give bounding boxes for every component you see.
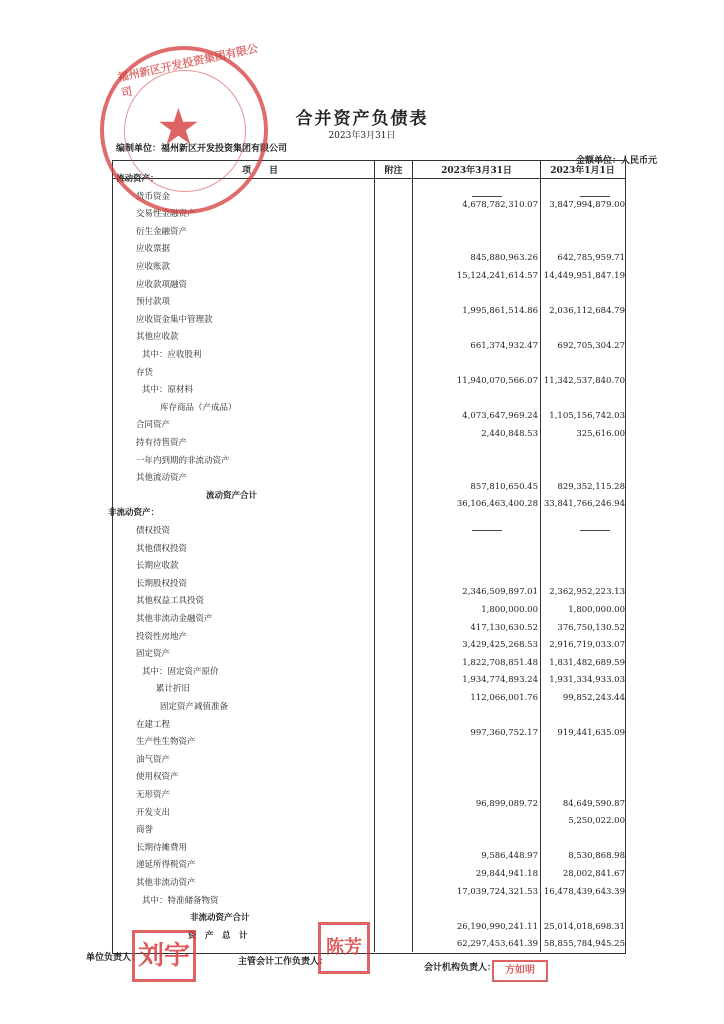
- header-note: 附注: [384, 166, 403, 176]
- row-label: 衍生金融资产: [136, 226, 188, 237]
- row-label: 长期应收款: [136, 561, 179, 572]
- value-2023-01-01: 14,449,951,847.19: [543, 270, 625, 281]
- row-label: 流动资产：: [116, 174, 159, 184]
- value-2023-01-01: 84,649,590.87: [562, 798, 625, 809]
- col-divider-c1: [412, 160, 413, 952]
- value-2023-01-01: 8,530,868.98: [568, 851, 625, 862]
- row-label: 应收款项融资: [136, 279, 188, 290]
- header-item: 项 目: [241, 166, 278, 176]
- value-2023-03-31: 1,934,774,893.24: [462, 675, 538, 686]
- row-label: 资 产 总 计: [188, 930, 248, 941]
- value-2023-01-01: 11,342,537,840.70: [543, 376, 625, 387]
- row-label: 递延所得税资产: [136, 860, 196, 871]
- row-label: 在建工程: [136, 719, 171, 730]
- compiler-unit: 编制单位：福州新区开发投资集团有限公司: [116, 144, 288, 154]
- row-label: 其中：应收股利: [142, 350, 202, 360]
- row-label: 长期股权投资: [136, 578, 188, 589]
- row-label: 固定资产: [136, 649, 171, 660]
- row-label: 其他非流动金融资产: [136, 614, 213, 624]
- row-label: 应收票据: [136, 244, 171, 255]
- value-2023-03-31: 29,844,941.18: [475, 869, 538, 879]
- row-label: 油气资产: [136, 754, 171, 765]
- value-2023-01-01: 2,036,112,684.79: [549, 305, 625, 316]
- report-date: 2023年3月31日: [328, 131, 396, 141]
- currency-unit: 金额单位：人民币元: [576, 156, 658, 166]
- value-2023-03-31: 62,297,453,641.39: [456, 939, 538, 950]
- value-2023-01-01: 829,352,115.28: [557, 481, 625, 492]
- row-label: 其他应收款: [136, 332, 179, 343]
- row-label: 开发支出: [136, 807, 171, 818]
- value-2023-03-31: 15,124,241,614.57: [456, 270, 538, 281]
- seal-head: 刘宇: [132, 930, 196, 982]
- value-2023-03-31: 1,800,000.00: [481, 605, 538, 615]
- stamp-text: 福州新区开发投资集团有限公司: [116, 41, 260, 100]
- value-2023-03-31: 661,374,932.47: [470, 341, 538, 351]
- value-2023-03-31: 36,106,463,400.28: [456, 499, 538, 510]
- header-col1: 2023年3月31日: [441, 166, 512, 176]
- row-label: 非流动资产合计: [190, 913, 250, 924]
- value-2023-01-01: 1,800,000.00: [568, 605, 625, 615]
- row-label: 其中：固定资产原价: [142, 666, 219, 677]
- signature-head: 单位负责人：: [86, 953, 141, 963]
- value-2023-03-31: 1,995,861,514.86: [462, 305, 538, 316]
- value-2023-03-31: 112,066,001.76: [470, 693, 538, 703]
- value-2023-03-31: 845,880,963.26: [470, 253, 538, 263]
- row-label: 投资性房地产: [136, 631, 188, 642]
- value-2023-01-01: 2,916,719,033.07: [549, 640, 625, 651]
- row-label: 其他权益工具投资: [136, 596, 205, 607]
- row-label: 其中：特准储备物资: [142, 895, 219, 906]
- row-label: 债权投资: [136, 526, 171, 536]
- value-2023-03-31: 997,360,752.17: [470, 728, 538, 739]
- value-2023-03-31: 3,429,425,268.53: [462, 640, 538, 651]
- row-label: 其他流动资产: [136, 473, 188, 484]
- value-2023-03-31: 26,190,990,241.11: [456, 921, 538, 932]
- row-label: 其他债权投资: [136, 543, 188, 554]
- value-2023-01-01: 376,750,130.52: [557, 622, 625, 633]
- value-2023-01-01: 33,841,766,246.94: [543, 499, 625, 510]
- dash-mark: [472, 530, 502, 531]
- value-2023-01-01: 3,847,994,879.00: [549, 200, 625, 211]
- row-label: 应收资金集中管理款: [136, 314, 213, 325]
- col-divider-note: [374, 160, 375, 952]
- row-label: 应收账款: [136, 262, 171, 272]
- value-2023-03-31: 96,899,089.72: [475, 798, 538, 809]
- signature-dept-head: 会计机构负责人：: [424, 963, 497, 973]
- dash-mark: [580, 530, 610, 531]
- report-title: 合并资产负债表: [295, 109, 429, 129]
- header-col2: 2023年1月1日: [550, 166, 615, 176]
- row-label: 流动资产合计: [206, 490, 258, 501]
- value-2023-03-31: 1,822,708,851.48: [462, 657, 538, 668]
- row-label: 其中：原材料: [142, 385, 194, 396]
- value-2023-01-01: 5,250,022.00: [568, 816, 625, 827]
- row-label: 持有待售资产: [136, 438, 188, 448]
- value-2023-03-31: 417,130,630.52: [470, 622, 538, 633]
- row-label: 交易性金融资产: [136, 209, 196, 220]
- row-label: 使用权资产: [136, 772, 179, 783]
- signature-accounting-head: 主管会计工作负责人：: [238, 957, 329, 967]
- row-label: 商誉: [136, 825, 154, 836]
- row-label: 无形资产: [136, 790, 171, 800]
- row-label: 固定资产减值准备: [160, 702, 229, 712]
- dash-mark: [580, 196, 610, 197]
- value-2023-01-01: 2,362,952,223.13: [549, 587, 625, 598]
- company-stamp: [100, 41, 268, 214]
- value-2023-03-31: 9,586,448.97: [481, 851, 538, 862]
- value-2023-03-31: 2,346,509,897.01: [462, 587, 538, 598]
- value-2023-01-01: 58,855,784,945.25: [543, 939, 625, 950]
- value-2023-01-01: 1,931,334,933.03: [549, 675, 625, 686]
- row-label: 库存商品（产成品）: [160, 402, 237, 413]
- row-label: 长期待摊费用: [136, 842, 188, 853]
- value-2023-01-01: 1,831,482,689.59: [549, 657, 625, 668]
- row-label: 累计折旧: [156, 684, 191, 695]
- value-2023-01-01: 28,002,841.67: [562, 869, 625, 879]
- value-2023-03-31: 2,440,848.53: [481, 429, 538, 439]
- row-label: 预付款项: [136, 297, 171, 308]
- value-2023-01-01: 642,785,959.71: [557, 253, 625, 263]
- seal-dept-head: 方如明: [492, 960, 548, 982]
- star-icon: ★: [156, 98, 201, 156]
- value-2023-01-01: 919,441,635.09: [557, 728, 625, 739]
- row-label: 合同资产: [136, 420, 171, 431]
- row-label: 存货: [136, 367, 154, 378]
- value-2023-03-31: 857,810,650.45: [470, 481, 538, 492]
- row-label: 非流动资产：: [108, 508, 160, 519]
- value-2023-01-01: 25,014,018,698.31: [543, 921, 625, 932]
- value-2023-01-01: 16,478,439,643.39: [543, 886, 625, 897]
- value-2023-01-01: 1,105,156,742.03: [549, 411, 625, 422]
- value-2023-03-31: 11,940,070,566.07: [456, 376, 538, 387]
- row-label: 生产性生物资产: [136, 737, 196, 748]
- row-label: 一年内到期的非流动资产: [136, 455, 230, 466]
- value-2023-03-31: 4,678,782,310.07: [462, 200, 538, 211]
- value-2023-01-01: 692,705,304.27: [557, 341, 625, 351]
- value-2023-01-01: 325,616.00: [576, 429, 625, 439]
- value-2023-03-31: 4,073,647,969.24: [462, 411, 538, 422]
- value-2023-01-01: 99,852,243.44: [562, 693, 625, 703]
- row-label: 其他非流动资产: [136, 878, 196, 888]
- dash-mark: [472, 196, 502, 197]
- row-label: 货币资金: [136, 191, 171, 202]
- seal-accounting-head: 陈芳: [318, 922, 370, 974]
- value-2023-03-31: 17,039,724,321.53: [456, 886, 538, 897]
